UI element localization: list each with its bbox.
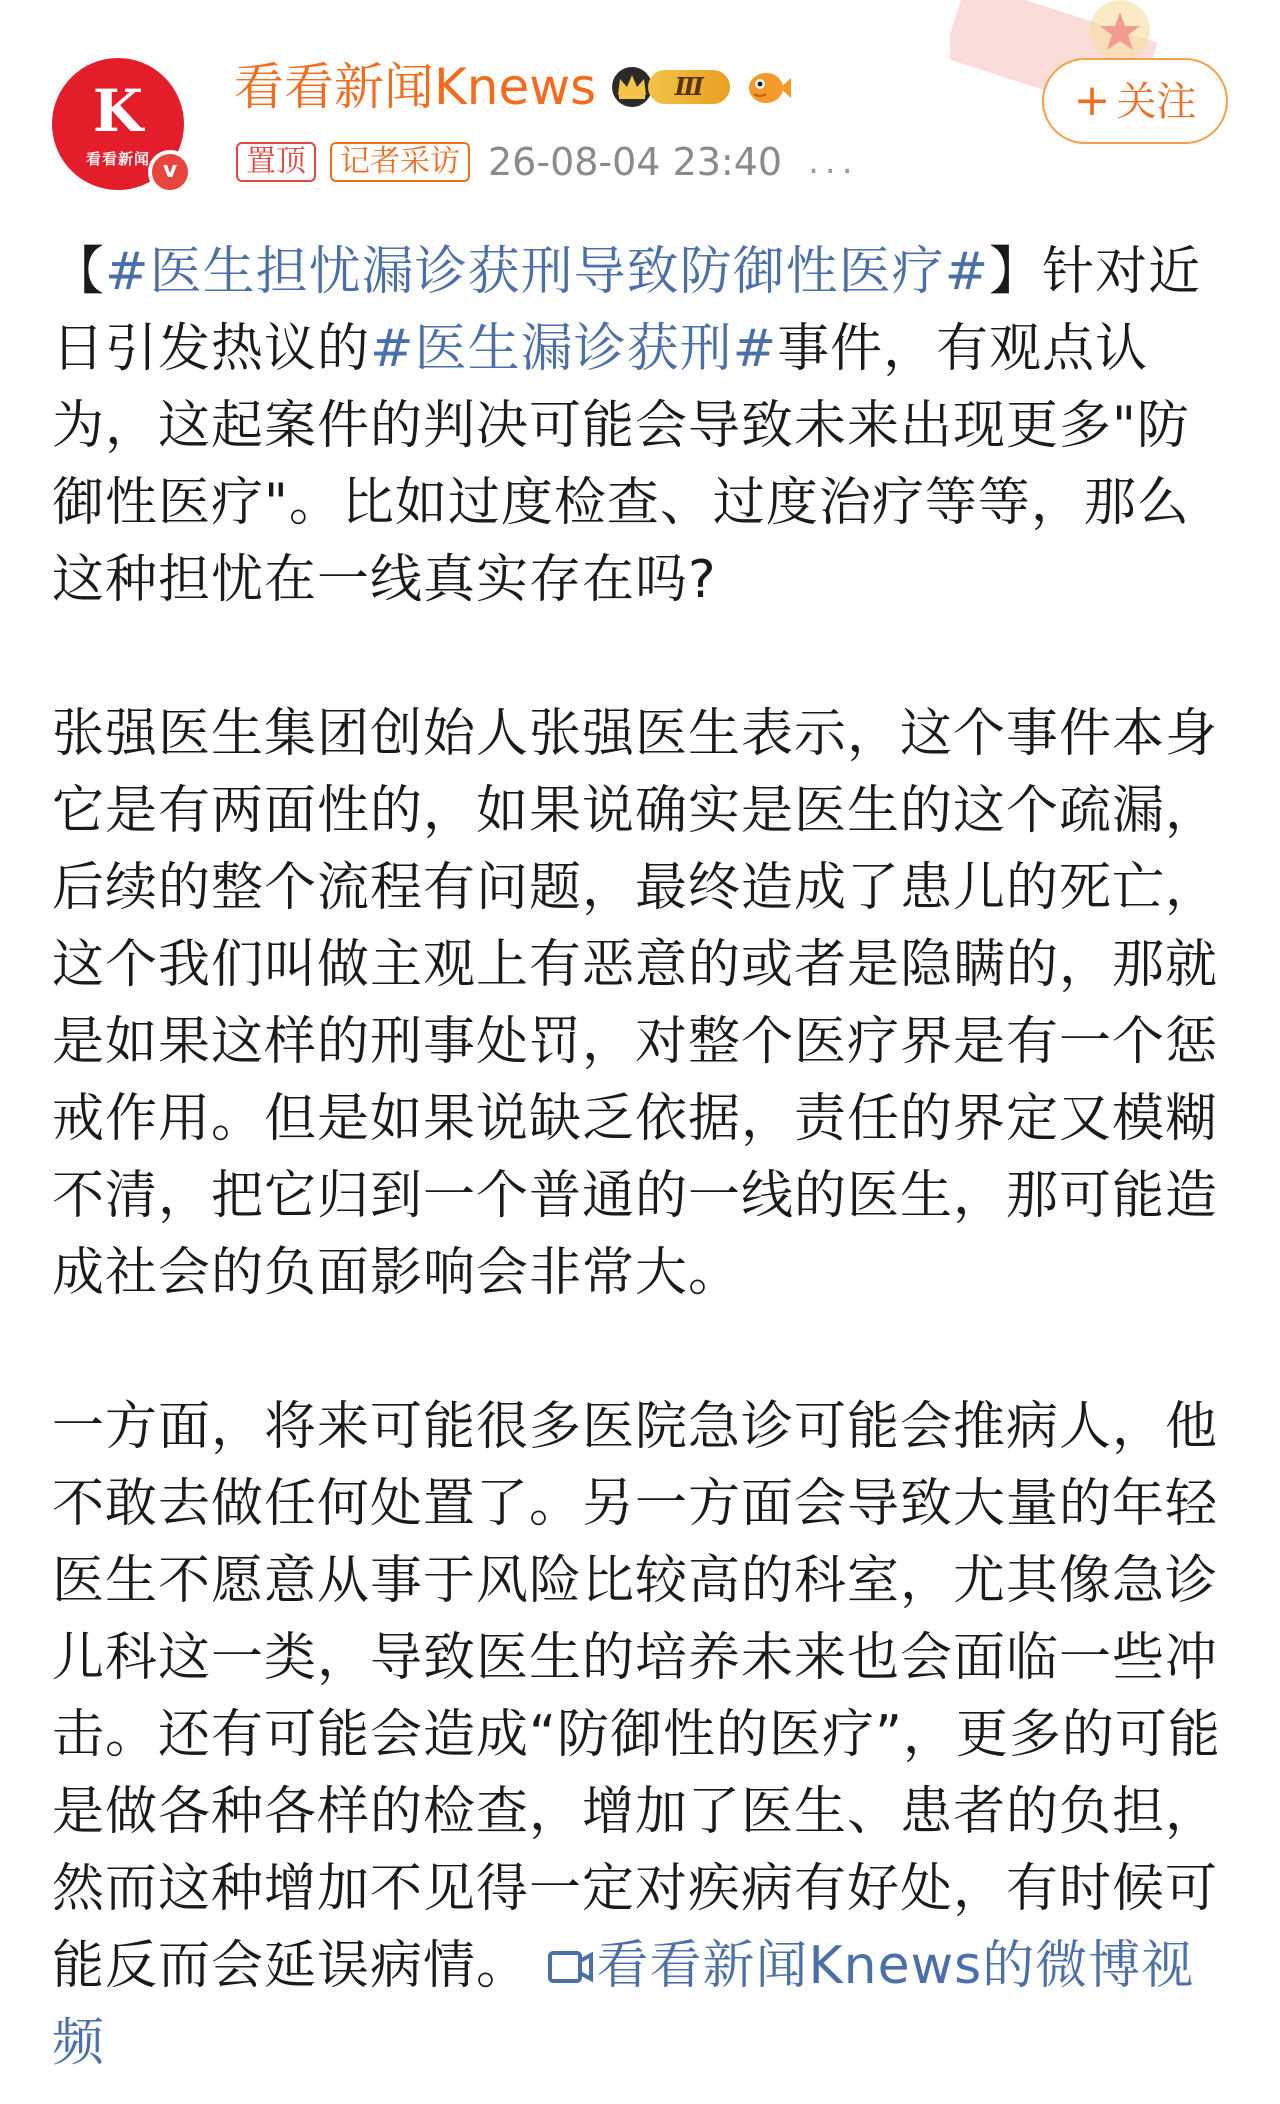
member-level-badge[interactable] [610,62,730,112]
bracket-open: 【 [52,242,106,302]
avatar[interactable] [52,58,184,190]
pinned-badge: 置顶 [236,142,316,182]
more-options-icon[interactable]: ... [808,142,859,182]
follow-label: 关注 [1116,79,1197,125]
hashtag-link[interactable]: #医生担忧漏诊获刑导致防御性医疗# [105,242,990,302]
paragraph-2: 张强医生集团创始人张强医生表示，这个事件本身它是有两面性的，如果说确实是医生的这个疏漏，后续的整个流程有问题，最终造成了患儿的死亡，这个我们叫做主观上有恶意的或者是隐瞒的，那就是如果这样的刑事处罚，对整个医疗界是有一个惩戒作用。但是如果说缺乏依据，责任的界定又模糊不清，把它归到一个普通的一线的医生，那可能造成社会的负面影响会非常大。 [52,704,1219,1303]
video-link-label: 看看新闻Knews的微博视频 [52,1936,1195,2073]
meta-row [236,138,859,186]
follow-button[interactable] [1042,58,1228,144]
interview-badge[interactable]: 记者采访 [330,142,470,182]
post-content [52,234,1242,2104]
post-header [0,0,1280,200]
paragraph-3 [52,1389,1242,2082]
level-label: Ⅲ [648,70,730,104]
post-timestamp: 26-08-04 23:40 [488,140,783,184]
avatar-label: 看看新闻 [85,150,150,168]
video-icon [547,1947,593,1987]
fish-badge-icon[interactable] [744,66,792,108]
paragraph-1-text: 事件，有观点认为，这起案件的判决可能会导致未来出现更多"防御性医疗"。比如过度检查、过度治疗等等，那么这种担忧在一线真实存在吗? [52,319,1190,610]
paragraph-1 [52,234,1242,619]
hashtag-link[interactable]: #医生漏诊获刑# [370,319,778,379]
username[interactable]: 看看新闻Knews [234,58,597,116]
paragraph-3-text: 一方面，将来可能很多医院急诊可能会推病人，他不敢去做任何处置了。另一方面会导致大量的年轻医生不愿意从事于风险比较高的科室，尤其像急诊儿科这一类，导致医生的培养未来也会面临一些冲击。还有可能会造成“防御性的医疗”，更多的可能是做各种各样的检查，增加了医生、患者的负担，然而这种增加不见得一定对疾病有好处，有时候可能反而会延误病情。 [52,1397,1221,1996]
plus-icon: + [1073,75,1111,126]
paragraph-1-text: 】针对近日引发热议的 [52,242,1202,379]
username-row [234,52,792,122]
verified-icon: v [148,150,192,194]
brand-logo-icon: K [92,77,144,145]
